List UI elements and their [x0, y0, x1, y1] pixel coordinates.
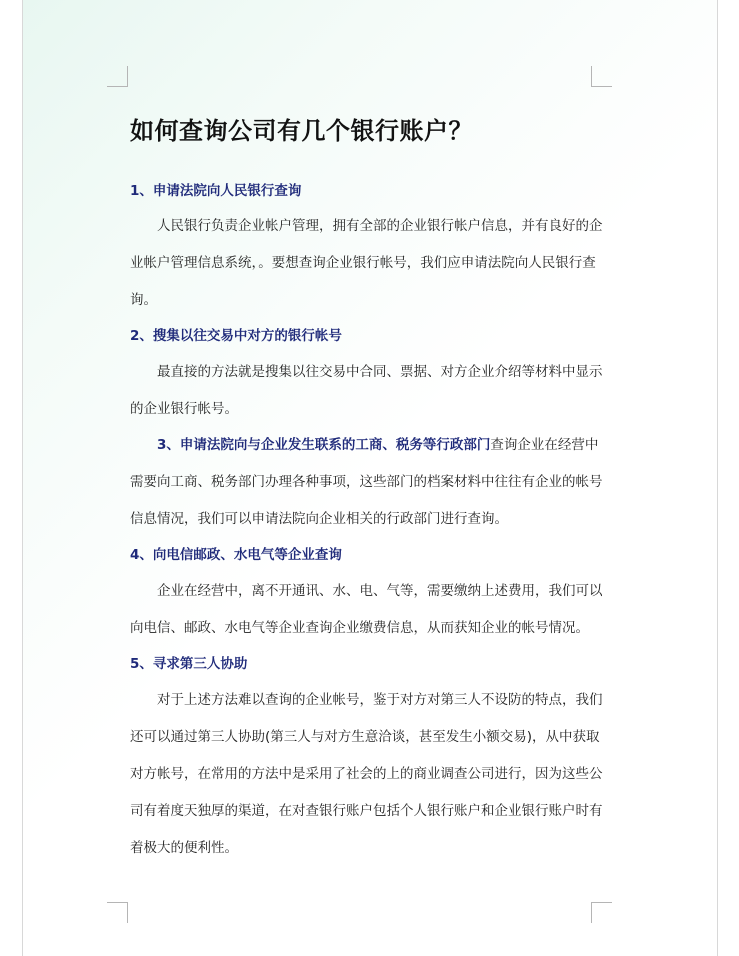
section-2-line-2: 的企业银行帐号。 — [130, 401, 238, 417]
section-3-line-1: 查询企业在经营中 — [490, 437, 599, 453]
section-3-heading: 3、申请法院向与企业发生联系的工商、税务等行政部门 — [157, 437, 491, 453]
section-5-line-1: 对于上述方法难以查询的企业帐号，鉴于对方对第三人不设防的特点，我们 — [157, 692, 603, 708]
section-5-line-4: 司有着度天独厚的渠道，在对查银行账户包括个人银行账户和企业银行账户时有 — [130, 803, 603, 819]
section-3-first-line — [157, 433, 598, 453]
section-5-heading: 5、寻求第三人协助 — [130, 656, 248, 672]
crop-mark-top-right — [591, 66, 612, 87]
section-4-line-2: 向电信、邮政、水电气等企业查询企业缴费信息，从而获知企业的帐号情况。 — [130, 620, 589, 636]
section-1-line-1: 人民银行负责企业帐户管理，拥有全部的企业银行帐户信息，并有良好的企 — [157, 218, 603, 234]
section-5-line-5: 着极大的便利性。 — [130, 840, 238, 856]
section-2-heading: 2、搜集以往交易中对方的银行帐号 — [130, 328, 342, 344]
section-2-line-1: 最直接的方法就是搜集以往交易中合同、票据、对方企业介绍等材料中显示 — [157, 364, 603, 380]
section-4-line-1: 企业在经营中，离不开通讯、水、电、气等，需要缴纳上述费用，我们可以 — [157, 583, 603, 599]
crop-mark-top-left — [107, 66, 128, 87]
section-5-line-3: 对方帐号，在常用的方法中是采用了社会的上的商业调查公司进行，因为这些公 — [130, 766, 603, 782]
section-1-heading: 1、申请法院向人民银行查询 — [130, 183, 302, 199]
section-4-heading: 4、向电信邮政、水电气等企业查询 — [130, 547, 342, 563]
section-1-line-3: 询。 — [130, 292, 157, 308]
crop-mark-bottom-right — [591, 902, 612, 923]
section-3-line-2: 需要向工商、税务部门办理各种事项，这些部门的档案材料中往往有企业的帐号 — [130, 474, 603, 490]
section-3-line-3: 信息情况，我们可以申请法院向企业相关的行政部门进行查询。 — [130, 511, 508, 527]
document-title: 如何查询公司有几个银行账户？ — [130, 116, 473, 145]
section-5-line-2: 还可以通过第三人协助(第三人与对方生意洽谈，甚至发生小额交易)，从中获取 — [130, 729, 600, 745]
section-1-line-2: 业帐户管理信息系统，。要想查询企业银行帐号，我们应申请法院向人民银行查 — [130, 255, 596, 271]
crop-mark-bottom-left — [107, 902, 128, 923]
